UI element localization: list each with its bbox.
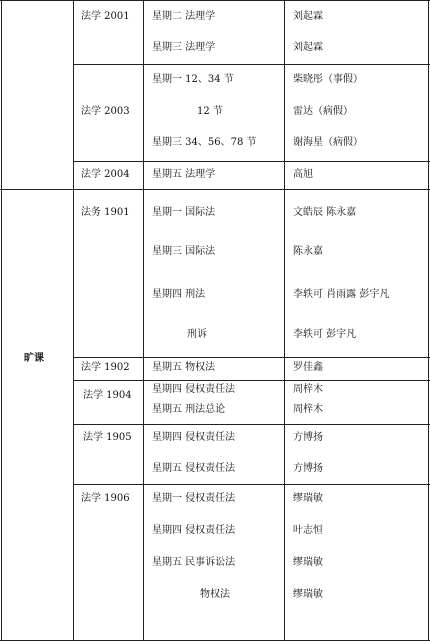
rule-row [73, 357, 430, 358]
class-cell: 法学 1904 [83, 390, 132, 401]
rule-col-class [143, 0, 144, 641]
student-cell: 李轶可 肖雨露 彭宇凡 [293, 289, 390, 300]
student-cell: 叶志恒 [293, 525, 323, 536]
rule-row [73, 424, 430, 425]
course-cell: 星期二 法理学 [152, 11, 216, 22]
course-cell: 星期四 侵权责任法 [152, 432, 236, 443]
student-cell: 方博扬 [293, 432, 323, 443]
course-cell: 星期三 国际法 [152, 246, 216, 257]
rule-col-left [1, 0, 2, 641]
student-cell: 刘起霖 [293, 42, 323, 53]
student-cell: 文皓辰 陈永嘉 [293, 207, 357, 218]
rule-col-course [284, 0, 285, 641]
course-cell: 12 节 [197, 106, 223, 117]
course-cell: 星期四 侵权责任法 [152, 525, 236, 536]
student-cell: 雷达（病假） [293, 106, 353, 117]
student-cell: 刘起霖 [293, 11, 323, 22]
class-cell: 法学 2004 [81, 169, 130, 180]
rule-row [73, 484, 430, 485]
rule-col-right [428, 0, 429, 641]
course-cell: 星期五 民事诉讼法 [152, 557, 236, 568]
course-cell: 刑诉 [187, 329, 207, 340]
student-cell: 方博扬 [293, 463, 323, 474]
course-cell: 星期四 侵权责任法 [152, 384, 236, 395]
rule-bottom [0, 640, 430, 641]
course-cell: 星期三 34、56、78 节 [152, 137, 257, 148]
rule-row [73, 64, 430, 65]
course-cell: 星期一 12、34 节 [152, 74, 234, 85]
course-cell: 星期四 刑法 [152, 289, 206, 300]
course-cell: 星期五 刑法总论 [152, 404, 226, 415]
student-cell: 柴晓彤（事假） [293, 74, 363, 85]
rule-top [0, 0, 430, 1]
course-cell: 星期三 法理学 [152, 42, 216, 53]
course-cell: 星期一 国际法 [152, 207, 216, 218]
student-cell: 缪瑞敏 [293, 493, 323, 504]
student-cell: 周梓木 [293, 404, 323, 415]
course-cell: 星期五 法理学 [152, 169, 216, 180]
student-cell: 高旭 [293, 169, 313, 180]
rule-row [73, 380, 430, 381]
class-cell: 法学 2001 [81, 11, 130, 22]
student-cell: 陈永嘉 [293, 246, 323, 257]
class-cell: 法学 1902 [81, 362, 130, 373]
course-cell: 星期五 侵权责任法 [152, 463, 236, 474]
course-cell: 星期一 侵权责任法 [152, 493, 236, 504]
student-cell: 罗佳鑫 [293, 362, 323, 373]
student-cell: 缪瑞敏 [293, 589, 323, 600]
class-cell: 法务 1901 [81, 207, 130, 218]
student-cell: 缪瑞敏 [293, 557, 323, 568]
rule-row [73, 161, 430, 162]
course-cell: 物权法 [200, 589, 230, 600]
course-cell: 星期五 物权法 [152, 362, 216, 373]
class-cell: 法学 1906 [81, 493, 130, 504]
student-cell: 李轶可 彭宇凡 [293, 329, 357, 340]
student-cell: 周梓木 [293, 384, 323, 395]
class-cell: 法学 1905 [83, 432, 132, 443]
section-label: 旷课 [24, 353, 44, 364]
rule-col-section [73, 0, 74, 641]
student-cell: 谢海星（病假） [293, 137, 363, 148]
rule-section [0, 189, 430, 190]
class-cell: 法学 2003 [81, 106, 130, 117]
